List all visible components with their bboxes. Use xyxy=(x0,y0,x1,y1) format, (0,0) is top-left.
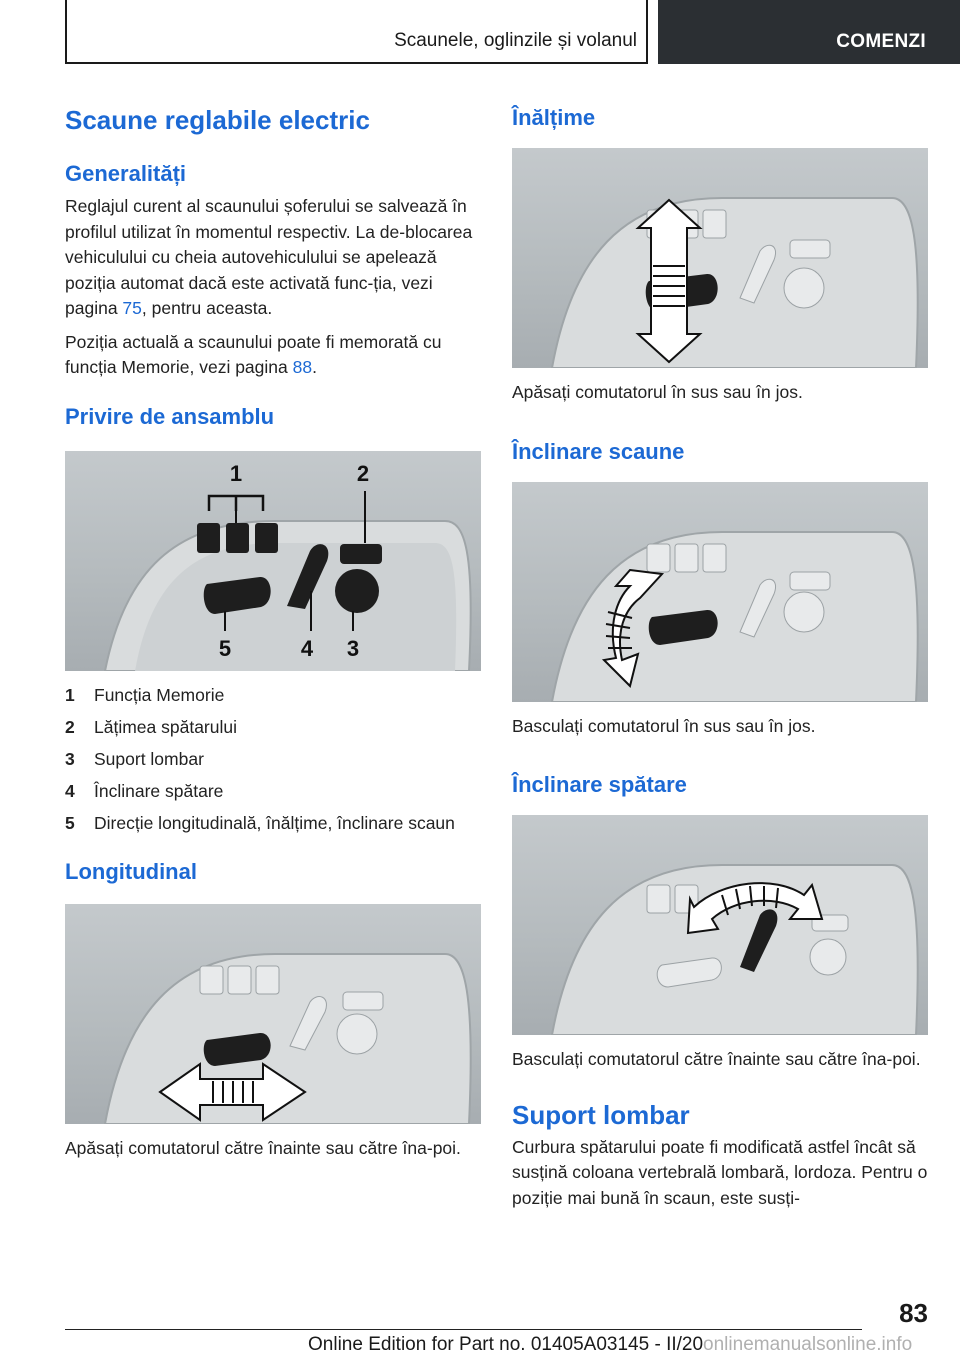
callout-4: 4 xyxy=(300,635,314,661)
callout-5: 5 xyxy=(218,635,232,661)
callout-1: 1 xyxy=(229,460,243,486)
general-paragraph-1 xyxy=(65,194,481,322)
edition-text: Online Edition for Part no. 01405A03145 - II/20 xyxy=(308,1334,704,1355)
legend-item xyxy=(65,715,481,741)
general-paragraph-1-text-end: , pentru aceasta. xyxy=(141,298,273,318)
general-heading: Generalități xyxy=(65,161,187,186)
overview-figure xyxy=(65,451,481,671)
backrest-width-switch xyxy=(340,544,382,564)
general-paragraph-2-text: Poziția actuală a scaunului poate fi memorată cu funcția Memorie, vezi pagina xyxy=(65,331,442,377)
legend-text: Suport lombar xyxy=(94,748,204,769)
seat-tilt-figure xyxy=(512,482,928,702)
legend-number: 4 xyxy=(65,780,75,801)
overview-legend xyxy=(65,683,481,837)
memory-button-2 xyxy=(226,523,249,553)
longitudinal-text: Apăsați comutatorul către înainte sau către îna‐poi. xyxy=(65,1138,461,1158)
watermark-text: onlinemanualsonline.info xyxy=(703,1334,913,1355)
memory-button-3 xyxy=(255,523,278,553)
legend-text: Lățimea spătarului xyxy=(94,716,237,737)
legend-item xyxy=(65,779,481,805)
backrest-tilt-figure xyxy=(512,815,928,1035)
legend-item xyxy=(65,747,481,773)
memory-button-1 xyxy=(197,523,220,553)
header-chapter-tab xyxy=(658,0,960,64)
footer-divider xyxy=(65,1329,862,1330)
seat-tilt-heading: Înclinare scaune xyxy=(512,438,685,464)
general-paragraph-1-text: Reglajul curent al scaunului șoferului se salvează în profilul utilizat în momentul respectiv. La de‐blocarea vehiculului cu cheia autovehiculului se apelează poziția automat dacă este activată func‐ția, vezi pagina xyxy=(65,196,473,318)
seat-tilt-text: Basculați comutatorul în sus sau în jos. xyxy=(512,715,816,736)
header-section-title: Scaunele, oglinzile și volanul xyxy=(394,30,637,51)
callout-2: 2 xyxy=(356,460,370,486)
height-text: Apăsați comutatorul în sus sau în jos. xyxy=(512,382,803,402)
left-column xyxy=(65,100,481,1162)
page-link-88[interactable]: 88 xyxy=(292,357,313,377)
legend-text: Direcție longitudinală, înălțime, înclinare scaun xyxy=(94,812,455,833)
backrest-tilt-text: Basculați comutatorul către înainte sau către îna‐poi. xyxy=(512,1049,921,1069)
legend-text: Înclinare spătare xyxy=(94,780,224,801)
backrest-tilt-heading: Înclinare spătare xyxy=(512,772,687,797)
page-link-75[interactable]: 75 xyxy=(122,298,142,318)
legend-number: 2 xyxy=(65,716,75,737)
overview-heading: Privire de ansamblu xyxy=(65,403,275,429)
right-column xyxy=(512,100,928,1211)
lumbar-text: Curbura spătarului poate fi modificată astfel încât să susțină coloana vertebrală lombară, lordoza. Pentru o poziție mai bună în scaun, este susți‐ xyxy=(512,1136,928,1208)
legend-text: Funcția Memorie xyxy=(94,684,225,705)
height-heading: Înălțime xyxy=(512,105,596,130)
longitudinal-figure xyxy=(65,904,481,1124)
legend-item xyxy=(65,683,481,709)
general-paragraph-2 xyxy=(65,330,481,381)
legend-number: 3 xyxy=(65,748,75,769)
callout-3: 3 xyxy=(346,635,360,661)
legend-number: 1 xyxy=(65,684,75,705)
height-figure xyxy=(512,148,928,368)
legend-number: 5 xyxy=(65,812,75,833)
header-chapter-label: COMENZI xyxy=(836,31,926,52)
footer-edition xyxy=(308,1334,912,1356)
legend-item xyxy=(65,811,481,837)
general-paragraph-2-text-end: . xyxy=(312,357,317,377)
longitudinal-heading: Longitudinal xyxy=(65,859,197,884)
lumbar-heading: Suport lombar xyxy=(512,1099,690,1130)
page-number: 83 xyxy=(899,1298,928,1328)
page-title: Scaune reglabile electric xyxy=(65,105,370,135)
lumbar-knob xyxy=(335,569,379,613)
